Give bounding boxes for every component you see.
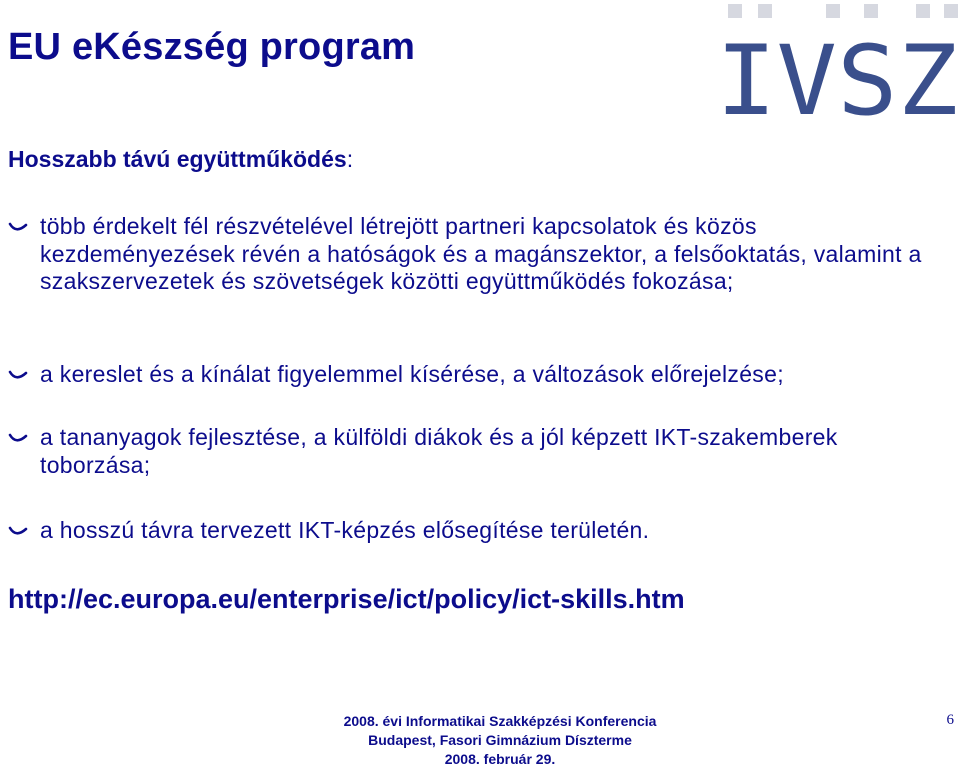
crescent-icon (8, 221, 28, 233)
crescent-icon (8, 369, 28, 381)
bullet-text: a tananyagok fejlesztése, a külföldi diákok és a jól képzett IKT-szakemberek toborzása; (40, 424, 838, 478)
bullet-item (40, 361, 945, 389)
footer-conference: 2008. évi Informatikai Szakképzési Konferencia (343, 713, 657, 729)
logo-text: IVSZ (716, 25, 958, 120)
subheading: Hosszabb távú együttműködés: (8, 146, 354, 172)
bullet-item (40, 517, 945, 545)
bullet-item (40, 424, 945, 479)
bullet-text: több érdekelt fél részvételével létrejött partneri kapcsolatok és közös kezdeményezések révén a hatóságok és a magánszektor, a felsőoktatás, valamint a szakszervezetek és szövetségek közötti együttműködés fokozása; (40, 213, 922, 294)
footer-date: 2008. február 29. (444, 751, 556, 767)
bullet-item (40, 213, 945, 296)
slide-title: EU eKészség program (8, 26, 416, 68)
ivsz-logo (716, 0, 960, 120)
crescent-icon (8, 525, 28, 537)
bullet-text: a kereslet és a kínálat figyelemmel kísérése, a változások előrejelzése; (40, 361, 784, 387)
footer (250, 712, 750, 769)
crescent-icon (8, 432, 28, 444)
bullet-text: a hosszú távra tervezett IKT-képzés elősegítése területén. (40, 517, 650, 543)
footer-venue: Budapest, Fasori Gimnázium Díszterme (368, 732, 632, 748)
page-number: 6 (946, 712, 954, 728)
policy-link[interactable]: http://ec.europa.eu/enterprise/ict/policy/ict-skills.htm (8, 584, 685, 614)
logo-squares (728, 4, 958, 18)
